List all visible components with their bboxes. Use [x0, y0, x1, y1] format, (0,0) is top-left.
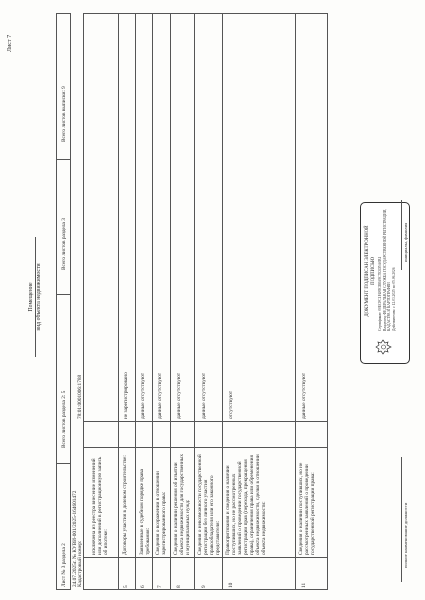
stamp-line: Сертификат: 00ECFC1F4F8CB8A9C7E3D5A0B1 — [378, 256, 382, 331]
sheet-row-divider-1 — [56, 463, 70, 464]
row-number: 8 — [176, 585, 182, 588]
row-separator — [194, 13, 195, 590]
stamp-line: Действителен: с 12.03.2025 по 05.06.2026 — [391, 267, 396, 331]
row-number: 5 — [123, 585, 129, 588]
stamp-line: Владелец: ФЕДЕРАЛЬНАЯ СЛУЖБА ГОСУДАРСТВЕННОЙ РЕГИСТРАЦИИ, КАДАСТРА И КАРТОГРАФИИ — [382, 208, 392, 331]
row-number: 7 — [157, 585, 163, 588]
row-separator — [135, 13, 136, 590]
table-bottom — [327, 13, 328, 590]
sheet-row-edge-left — [56, 589, 70, 590]
row-separator — [152, 13, 153, 590]
row-separator — [295, 13, 296, 590]
row-value: данные отсутствуют — [176, 372, 182, 419]
object-subtitle: вид объекта недвижимости — [36, 263, 42, 331]
row-separator — [118, 13, 119, 590]
row-label: Правопритязания и сведения о наличии поступивших, но не рассмотренных заявлений о проведении государственной регистрации прав (перехода, прекращения права), ограничения права или обременения объекта недвижимости, сделки в отношении объекта недвижимости: — [225, 454, 267, 555]
sheet-row-bottom — [70, 13, 71, 590]
page-number: Лист 7 — [7, 34, 13, 52]
row-number: 11 — [301, 582, 307, 588]
row-value: данные отсутствуют — [140, 372, 146, 419]
stamp-title: ДОКУМЕНТ ПОДПИСАН ЭЛЕКТРОННОЙ ПОДПИСЬЮ — [365, 225, 376, 317]
cadastral-label: Кадастровый номер: — [77, 540, 83, 587]
section3-sheet-count: Всего листов раздела 3 — [61, 218, 67, 270]
meta-row-bottom — [83, 13, 84, 590]
table-divider-label — [83, 447, 327, 448]
row-label: Сведения о невозможности государственной регистрации без личного участия правообладателя или его законного представителя: — [197, 454, 221, 555]
row-separator — [222, 13, 223, 590]
position-caption: полное наименование должности — [403, 502, 408, 568]
position-signature-line — [401, 457, 402, 582]
table-edge-right — [83, 13, 327, 14]
section2-sheet-count: Всего листов раздела 2: 5 — [61, 390, 67, 448]
sheet-row-divider-2 — [56, 294, 70, 295]
stamp-details — [378, 207, 396, 331]
sheet-row-top — [56, 13, 57, 590]
row-value: отсутствуют — [228, 390, 234, 419]
row-number: 10 — [228, 582, 234, 588]
row-value: данные отсутствуют — [201, 372, 207, 419]
sheet-row-divider-3 — [56, 159, 70, 160]
table-divider-num — [83, 557, 327, 558]
row-number: 6 — [140, 585, 146, 588]
row-label: Сведения о возражении в отношении зарегистрированного права: — [155, 471, 167, 555]
row-value: данные отсутствуют — [301, 372, 307, 419]
row-separator — [170, 13, 171, 590]
row-value: данные отсутствуют — [157, 372, 163, 419]
sheet-row-edge-right — [56, 13, 70, 14]
row-label: Заявленные в судебном порядке права требования: — [139, 469, 151, 555]
row-number: 9 — [201, 585, 207, 588]
row-label: Сведения о наличии решения об изъятии объекта недвижимости для государственных и муниципальных нужд: — [173, 453, 191, 555]
row-label: исключена из реестра внесение изменений или дополнений в регистрационную запись об ипотеке: — [91, 456, 109, 555]
name-caption: инициалы, фамилия — [403, 222, 408, 262]
total-sheet-count: Всего листов выписки: 9 — [61, 86, 67, 142]
emblem-icon — [373, 336, 395, 358]
cadastral-number: 78:01:0001006:1788 — [77, 374, 83, 419]
row-value: не зарегистрировано — [123, 372, 129, 419]
table-edge-left — [83, 589, 327, 590]
row-label: Договоры участия в долевом строительстве: — [122, 455, 128, 555]
object-title: Помещение — [28, 282, 34, 312]
extract-date-number: 24.07.2025г. № КУВИ-001/2025-164601472 — [72, 490, 78, 587]
sheet-number: Лист № 3 раздела 2 — [61, 543, 67, 587]
row-label: Сведения о наличии поступивших, но не рассмотренных заявлений о проведении государственной регистрации права: — [298, 462, 316, 555]
table-divider-value — [83, 421, 327, 422]
name-signature-line — [401, 200, 402, 270]
